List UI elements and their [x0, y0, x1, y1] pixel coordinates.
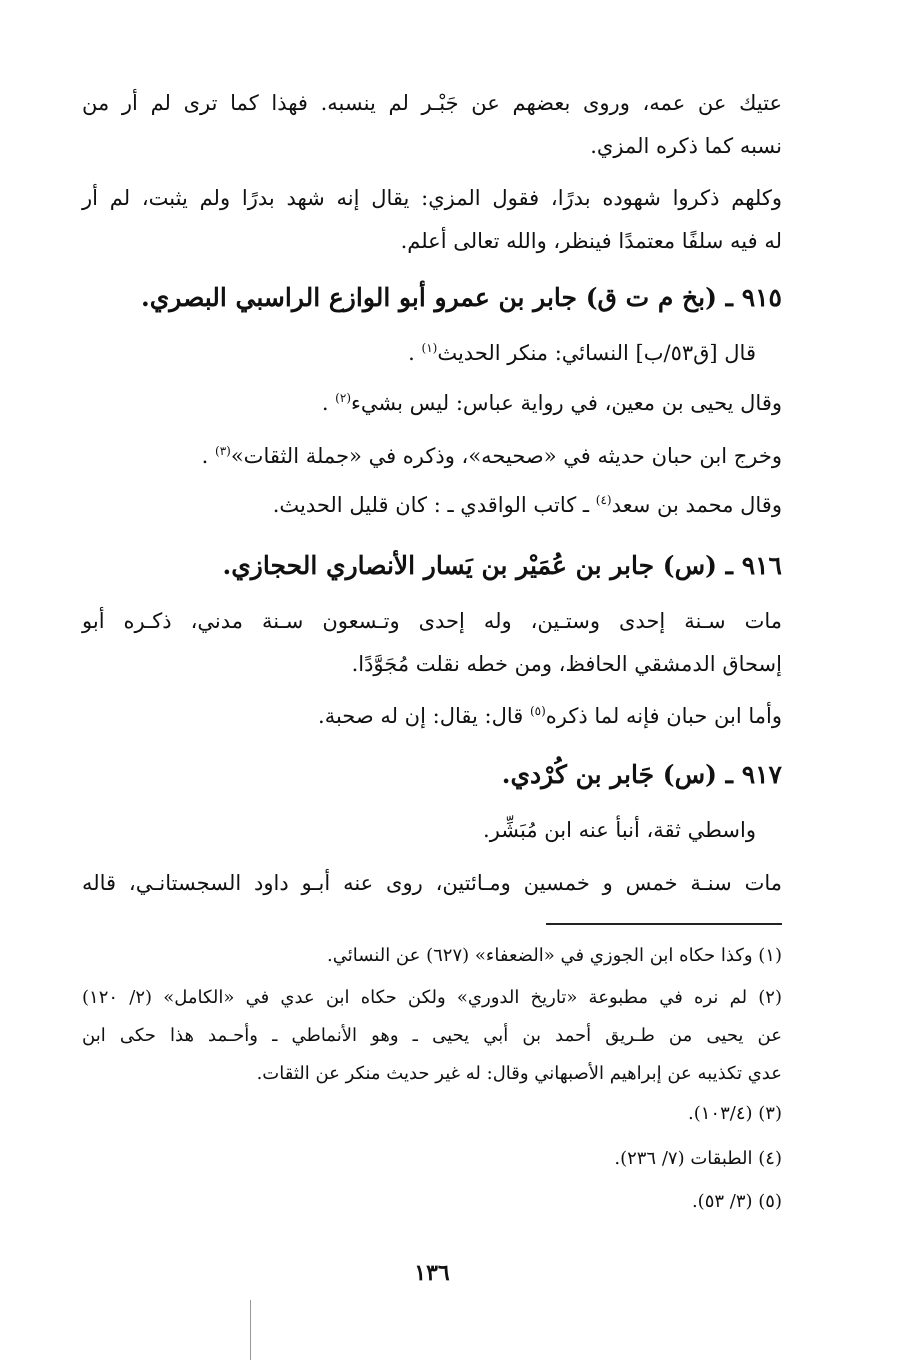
page-number: ١٣٦ — [414, 1260, 450, 1286]
footnote: (٢) لم نره في مطبوعة «تاريخ الدوري» ولكن حكاه ابن عدي في «الكامل» (٢/ ١٢٠) — [82, 987, 782, 1008]
text-line: له فيه سلفًا معتمدًا فينظر، والله تعالى أعلم. — [400, 229, 782, 253]
text-line: وخرج ابن حبان حديثه في «صحيحه»، وذكره في «جملة الثقات»$^{(٣)}$ . — [201, 444, 782, 468]
footnote-ref: (١) — [421, 341, 438, 355]
footnote-ref: (٣) — [215, 444, 231, 458]
text-line: نسبه كما ذكره المزي. — [590, 134, 782, 158]
text-line: وكلهم ذكروا شهوده بدرًا، فقول المزي: يقال إنه شهد بدرًا ولم يثبت، لم أر — [82, 186, 782, 210]
entry-heading: ٩١٥ ـ (بخ م ت ق) جابر بن عمرو أبو الوازع الراسبي البصري. — [141, 283, 782, 312]
document-page — [82, 80, 782, 1286]
footnote-ref: (٢) — [335, 391, 351, 405]
scan-margin-line — [250, 1300, 251, 1360]
footnote-continuation: عن يحيى من طـريق أحمد بن أبي يحيى ـ وهو الأنماطي ـ وأحـمد هذا حكى ابن — [82, 1025, 782, 1046]
text-line: وقال يحيى بن معين، في رواية عباس: ليس بشيء$^{(٢)}$ . — [321, 391, 782, 415]
text-line: قال [ق٥٣/ب] النسائي: منكر الحديث$^{(١)}$ . — [408, 341, 756, 365]
footnote: (١) وكذا حكاه ابن الجوزي في «الضعفاء» (٦٢٧) عن النسائي. — [327, 945, 782, 966]
entry-heading: ٩١٦ ـ (س) جابر بن عُمَيْر بن يَسار الأنصاري الحجازي. — [222, 551, 782, 580]
entry-heading: ٩١٧ ـ (س) جَابر بن كُرْدي. — [501, 760, 782, 789]
text-line: عتيك عن عمه، وروى بعضهم عن جَبْـر لم ينسبه. فهذا كما ترى لم أر من — [82, 91, 782, 115]
footnote-continuation: عدي تكذيبه عن إبراهيم الأصبهاني وقال: له غير حديث منكر عن الثقات. — [256, 1063, 782, 1084]
footnote-ref: (٥) — [529, 704, 546, 718]
text-line: واسطي ثقة، أنبأ عنه ابن مُبَشِّر. — [483, 818, 756, 842]
text-line: مات سنـة خمس و خمسين ومـائتين، روى عنه أبـو داود السجستانـي، قاله — [82, 871, 782, 895]
footnote-ref: (٤) — [595, 493, 612, 507]
text-line: مات سـنة إحدى وستـين، وله إحدى وتـسعون سـنة مدني، ذكـره أبو — [82, 609, 782, 633]
text-line: إسحاق الدمشقي الحافظ، ومن خطه نقلت مُجَوَّدًا. — [351, 652, 782, 676]
footnote: (٤) الطبقات (٧/ ٢٣٦). — [614, 1148, 782, 1169]
text-line: وقال محمد بن سعد$^{(٤)}$ ـ كاتب الواقدي ـ : كان قليل الحديث. — [272, 493, 782, 517]
footnote: (٥) (٣/ ٥٣). — [691, 1191, 782, 1212]
text-line: وأما ابن حبان فإنه لما ذكره$^{(٥)}$ قال: يقال: إن له صحبة. — [318, 704, 782, 728]
footnote: (٣) (١٠٣/٤). — [688, 1103, 782, 1124]
footnote-separator — [546, 923, 782, 925]
